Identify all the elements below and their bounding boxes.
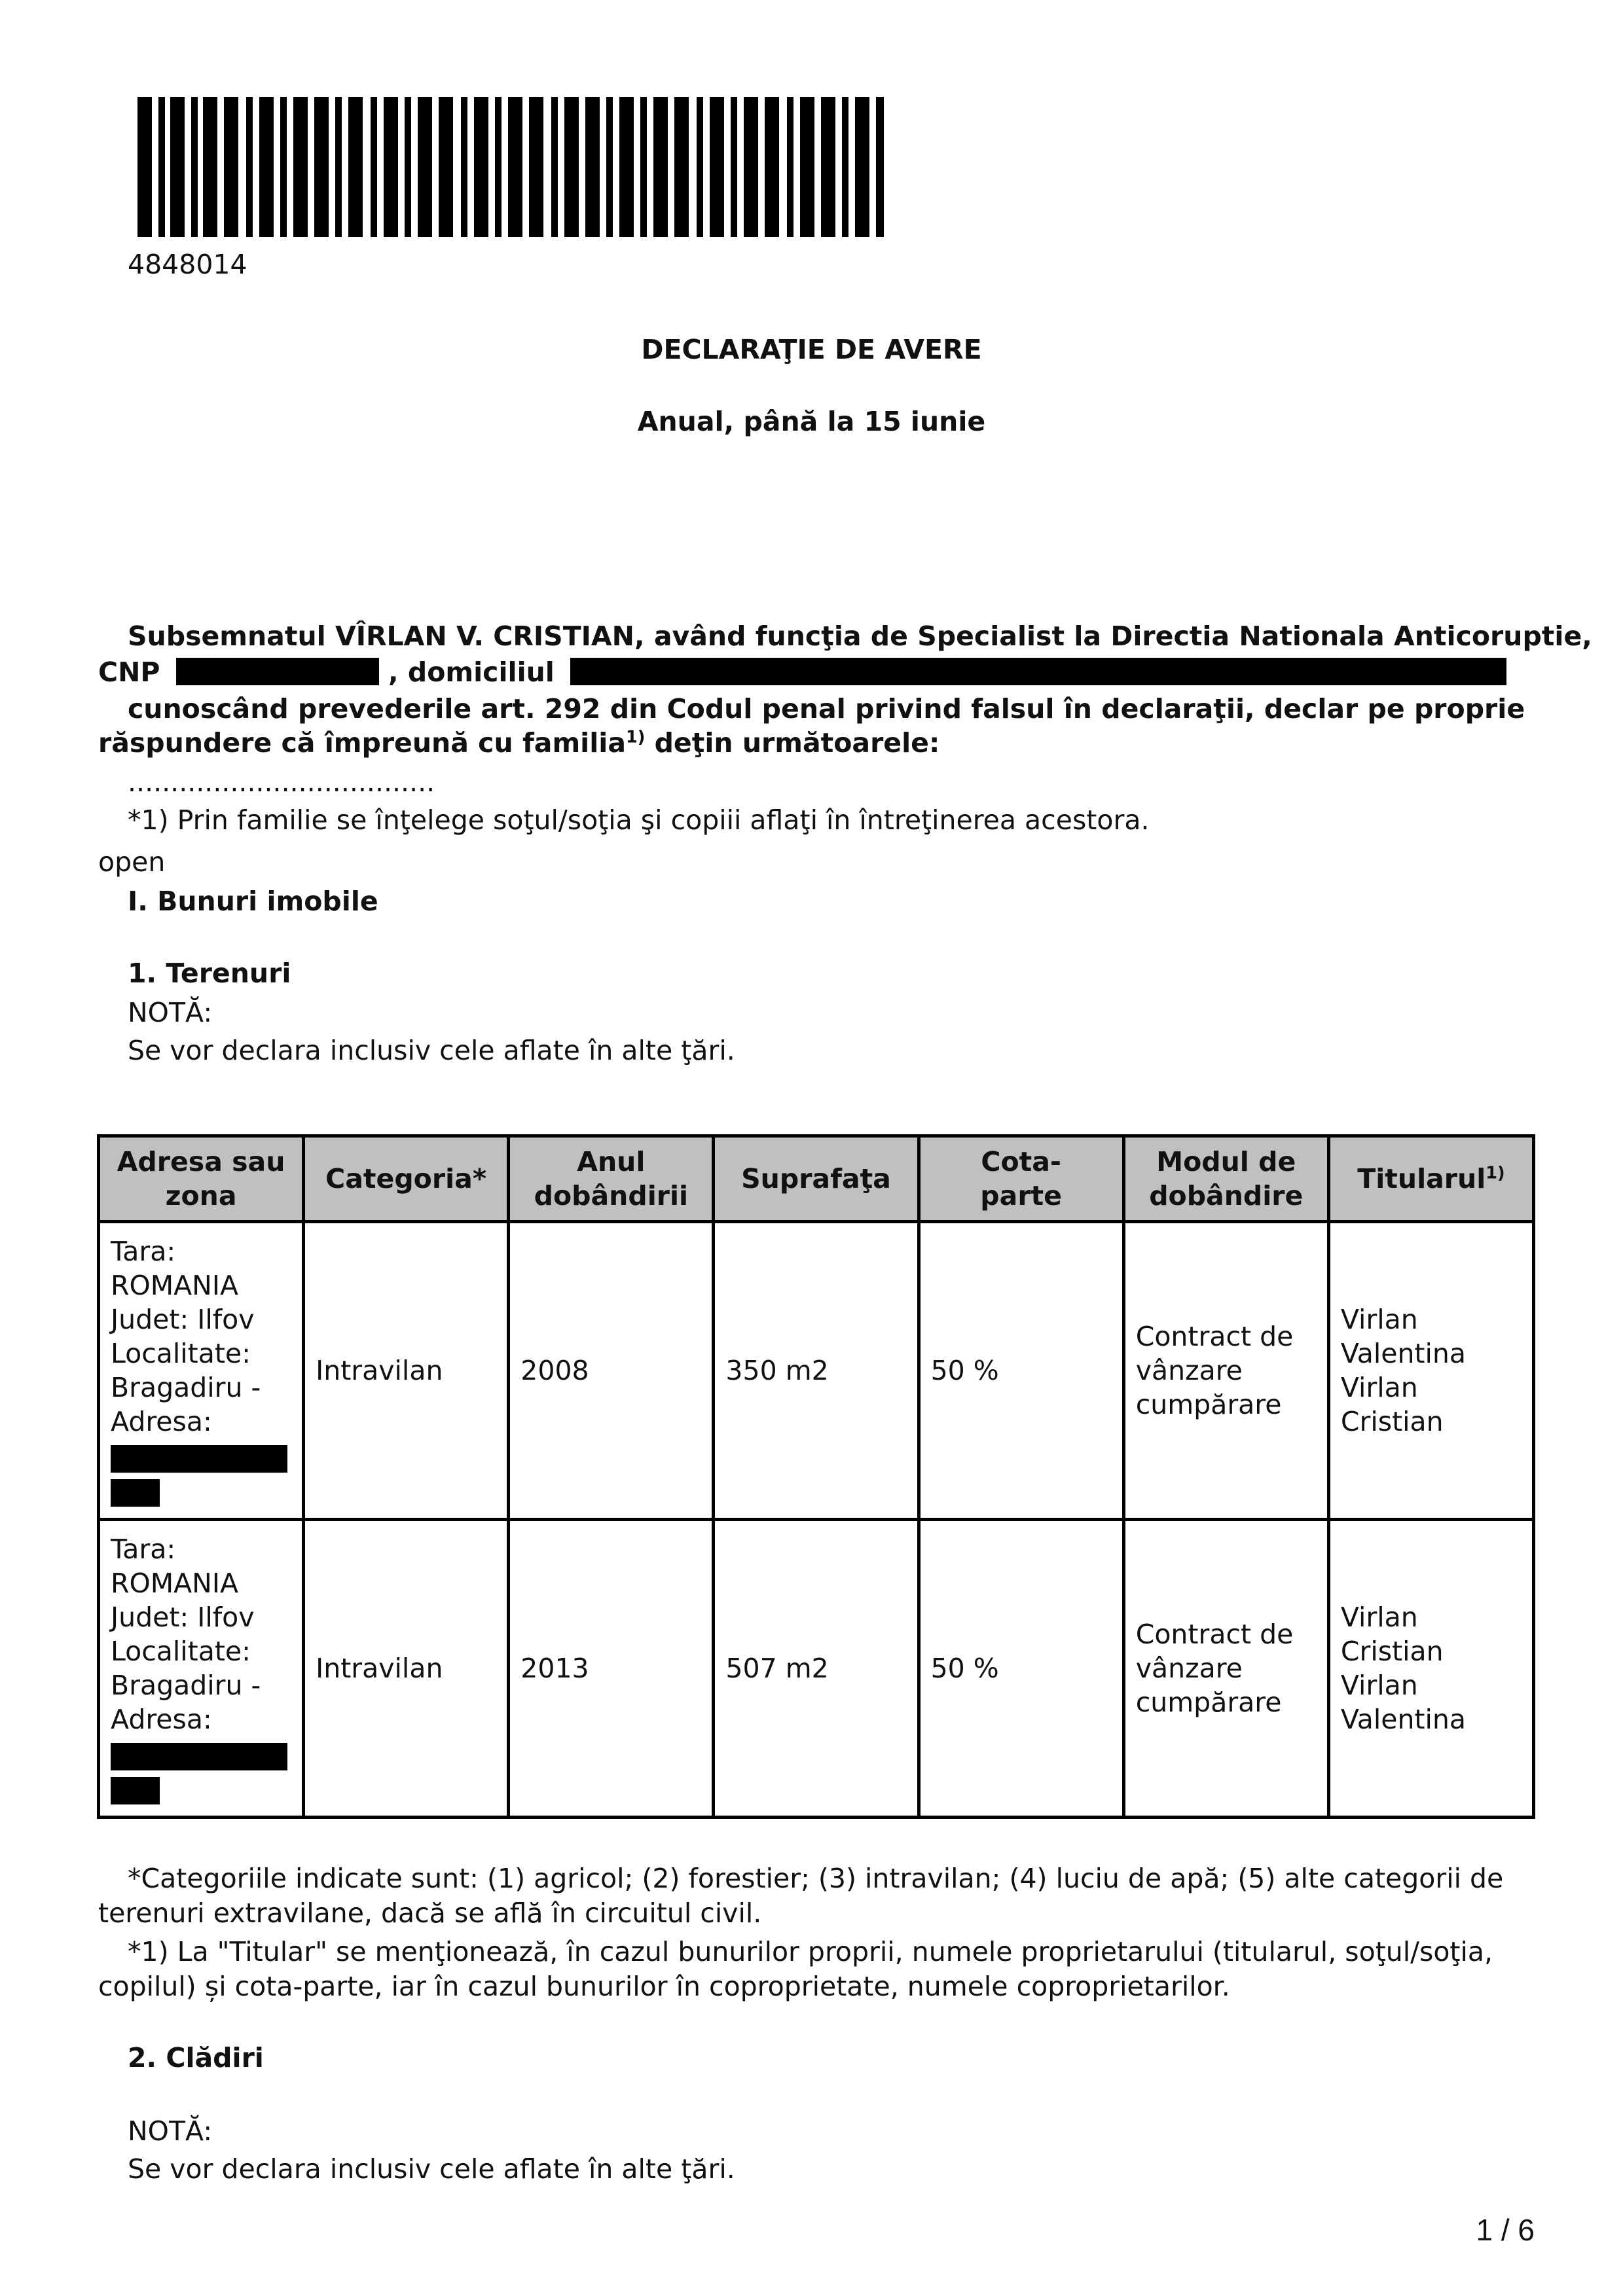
document-subtitle: Anual, până la 15 iunie (637, 406, 986, 437)
header-cota: Cota- parte (919, 1136, 1123, 1222)
cell-suprafata: 507 m2 (714, 1520, 919, 1818)
nota-label-2: NOTĂ: (128, 2115, 213, 2147)
redacted-address-block (111, 1743, 287, 1770)
nota-text-2: Se vor declara inclusiv cele aflate în alte ţări. (128, 2153, 735, 2185)
cell-titular: Virlan Valentina Virlan Cristian (1328, 1222, 1533, 1520)
dotted-line: .................................... (128, 766, 435, 798)
barcode (137, 97, 884, 237)
titular-note-line-2: copilul) și cota-parte, iar în cazul bunurilor în coproprietate, numele coproprietarilor. (98, 1971, 1230, 2002)
categories-note-line-2: terenuri extravilane, dacă se află în circuitul civil. (98, 1897, 762, 1929)
cell-cota: 50 % (919, 1222, 1123, 1520)
header-titular: Titularul$^{1)}$ (1328, 1136, 1533, 1222)
redacted-address-block (111, 1479, 160, 1507)
redacted-address-block (111, 1445, 287, 1473)
table-row (99, 1222, 1534, 1520)
page-number: 1 / 6 (1476, 2213, 1535, 2247)
intro-line-1: Subsemnatul VÎRLAN V. CRISTIAN, având funcţia de Specialist la Directia Nationala Anticoruptie, (128, 620, 1592, 652)
header-categoria: Categoria* (304, 1136, 509, 1222)
cell-categoria: Intravilan (304, 1222, 509, 1520)
table-row (99, 1520, 1534, 1818)
categories-note-line-1: *Categoriile indicate sunt: (1) agricol; (2) forestier; (3) intravilan; (4) luciu de apă; (5) alte categorii de (128, 1863, 1504, 1894)
terenuri-heading: 1. Terenuri (128, 958, 291, 989)
document-id: 4848014 (128, 249, 247, 280)
section-1-heading: I. Bunuri imobile (128, 886, 378, 917)
header-suprafata: Suprafaţa (714, 1136, 919, 1222)
terenuri-table (97, 1134, 1535, 1819)
cell-anul: 2013 (509, 1520, 714, 1818)
redacted-cnp (176, 658, 379, 685)
family-footnote: *1) Prin familie se înţelege soţul/soţia şi copiii aflaţi în întreţinerea acestora. (128, 804, 1150, 836)
cell-modul: Contract de vânzare cumpărare (1123, 1222, 1328, 1520)
intro-line-4: răspundere că împreună cu familia$^{1)}$ deţin următoarele: (98, 726, 940, 759)
intro-line-3: cunoscând prevederile art. 292 din Codul penal privind falsul în declaraţii, declar pe proprie (128, 693, 1525, 725)
cell-categoria: Intravilan (304, 1520, 509, 1818)
cell-modul: Contract de vânzare cumpărare (1123, 1520, 1328, 1818)
cell-anul: 2008 (509, 1222, 714, 1520)
document-title: DECLARAŢIE DE AVERE (641, 334, 982, 365)
table-header-row (99, 1136, 1534, 1222)
intro-line-2 (98, 655, 1506, 690)
redacted-address (570, 658, 1506, 685)
nota-label: NOTĂ: (128, 997, 213, 1028)
domiciliu-label: , domiciliul (388, 656, 555, 688)
redacted-address-block (111, 1777, 160, 1804)
cladiri-heading: 2. Clădiri (128, 2042, 264, 2073)
cell-suprafata: 350 m2 (714, 1222, 919, 1520)
open-marker: open (98, 846, 166, 878)
nota-text: Se vor declara inclusiv cele aflate în alte ţări. (128, 1035, 735, 1066)
cell-adresa: Tara: ROMANIA Judet: Ilfov Localitate: Bragadiru - Adresa: (99, 1222, 304, 1520)
titular-note-line-1: *1) La "Titular" se menţionează, în cazul bunurilor proprii, numele proprietarului (titularul, soţul/soţia, (128, 1936, 1493, 1967)
header-adresa: Adresa sau zona (99, 1136, 304, 1222)
cell-adresa: Tara: ROMANIA Judet: Ilfov Localitate: Bragadiru - Adresa: (99, 1520, 304, 1818)
cell-cota: 50 % (919, 1520, 1123, 1818)
header-modul: Modul de dobândire (1123, 1136, 1328, 1222)
header-anul: Anul dobândirii (509, 1136, 714, 1222)
cnp-label: CNP (98, 656, 160, 688)
cell-titular: Virlan Cristian Virlan Valentina (1328, 1520, 1533, 1818)
